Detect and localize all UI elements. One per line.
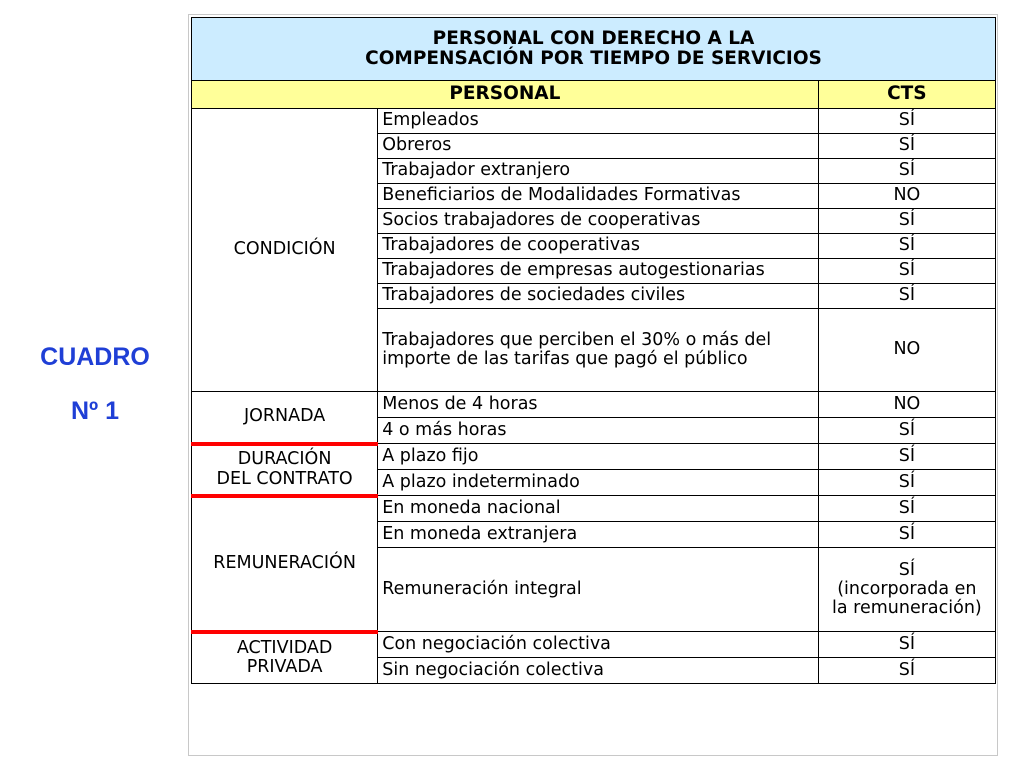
cts-value-line-2: (incorporada en bbox=[837, 578, 977, 599]
header-personal: PERSONAL bbox=[192, 81, 819, 109]
cts-value: SÍ bbox=[818, 134, 995, 159]
personal-item: Sin negociación colectiva bbox=[378, 658, 819, 684]
cts-value: SÍ bbox=[818, 522, 995, 548]
cts-value: SÍ bbox=[818, 109, 995, 134]
category-line-2: DEL CONTRATO bbox=[216, 468, 353, 489]
cts-value: SÍ bbox=[818, 632, 995, 658]
personal-item: Trabajadores de empresas autogestionarias bbox=[378, 259, 819, 284]
cts-value: NO bbox=[818, 309, 995, 392]
personal-item: A plazo indeterminado bbox=[378, 470, 819, 496]
personal-item: Beneficiarios de Modalidades Formativas bbox=[378, 184, 819, 209]
table-title bbox=[192, 18, 996, 81]
table-row bbox=[192, 496, 996, 522]
cuadro-number: Nº 1 bbox=[70, 397, 120, 425]
cts-value: SÍ bbox=[818, 234, 995, 259]
table-row bbox=[192, 444, 996, 470]
cts-value: SÍ bbox=[818, 209, 995, 234]
personal-item: Con negociación colectiva bbox=[378, 632, 819, 658]
category-line-1: ACTIVIDAD bbox=[236, 638, 333, 658]
cts-value: SÍ bbox=[818, 496, 995, 522]
personal-item: En moneda nacional bbox=[378, 496, 819, 522]
personal-item: Menos de 4 horas bbox=[378, 392, 819, 418]
table-title-line-1: PERSONAL CON DERECHO A LA bbox=[432, 27, 755, 49]
table-header-row bbox=[192, 81, 996, 109]
table-title-row bbox=[192, 18, 996, 81]
personal-item: Remuneración integral bbox=[378, 548, 819, 632]
personal-item: Obreros bbox=[378, 134, 819, 159]
personal-item-line-2: importe de las tarifas que pagó el público bbox=[382, 349, 748, 369]
table-title-line-2: COMPENSACIÓN POR TIEMPO DE SERVICIOS bbox=[365, 48, 822, 69]
table-row bbox=[192, 392, 996, 418]
table-row bbox=[192, 109, 996, 134]
cts-value: NO bbox=[818, 184, 995, 209]
category-jornada: JORNADA bbox=[192, 392, 378, 444]
cts-value-line-3: la remuneración) bbox=[832, 598, 982, 619]
cts-value: NO bbox=[818, 392, 995, 418]
category-duracion bbox=[192, 444, 378, 496]
personal-item: Socios trabajadores de cooperativas bbox=[378, 209, 819, 234]
header-cts: CTS bbox=[818, 81, 995, 109]
cts-value: SÍ bbox=[818, 470, 995, 496]
cuadro-title: CUADRO bbox=[40, 343, 150, 371]
personal-item: Empleados bbox=[378, 109, 819, 134]
cts-value: SÍ bbox=[818, 658, 995, 684]
cts-value: SÍ bbox=[818, 418, 995, 444]
personal-item: Trabajadores de sociedades civiles bbox=[378, 284, 819, 309]
personal-item: Trabajador extranjero bbox=[378, 159, 819, 184]
category-condicion: CONDICIÓN bbox=[192, 109, 378, 392]
cts-value-line-1: SÍ bbox=[898, 559, 916, 580]
cts-value: SÍ bbox=[818, 259, 995, 284]
cts-value: SÍ bbox=[818, 444, 995, 470]
cts-value: SÍ bbox=[818, 159, 995, 184]
cts-table bbox=[191, 17, 996, 684]
category-line-2: PRIVADA bbox=[246, 657, 323, 678]
category-remuneracion: REMUNERACIÓN bbox=[192, 496, 378, 632]
personal-item bbox=[378, 309, 819, 392]
table-row bbox=[192, 632, 996, 658]
cts-value bbox=[818, 548, 995, 632]
personal-item: A plazo fijo bbox=[378, 444, 819, 470]
personal-item-line-1: Trabajadores que perciben el 30% o más del bbox=[382, 329, 772, 350]
personal-item: Trabajadores de cooperativas bbox=[378, 234, 819, 259]
cts-value: SÍ bbox=[818, 284, 995, 309]
personal-item: En moneda extranjera bbox=[378, 522, 819, 548]
category-line-1: DURACIÓN bbox=[237, 449, 332, 470]
category-actividad bbox=[192, 632, 378, 684]
personal-item: 4 o más horas bbox=[378, 418, 819, 444]
